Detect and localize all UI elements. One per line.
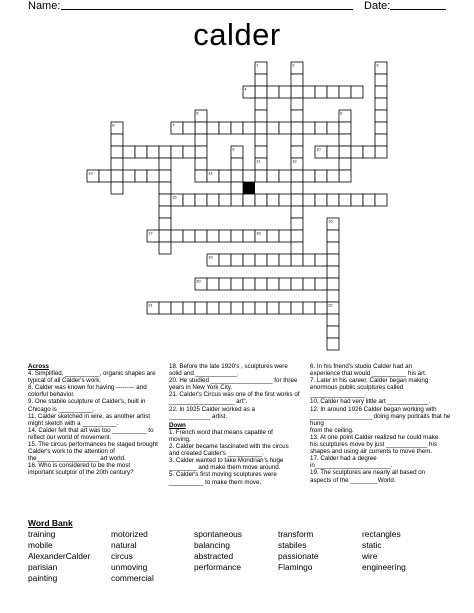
grid-cell[interactable] bbox=[159, 182, 171, 194]
clue-number: 4 bbox=[244, 86, 247, 92]
grid-cell[interactable] bbox=[219, 194, 231, 206]
clue-number: 16 bbox=[328, 218, 333, 224]
grid-cell[interactable] bbox=[255, 302, 267, 314]
grid-cell[interactable] bbox=[159, 206, 171, 218]
grid-cell[interactable] bbox=[111, 158, 123, 170]
word-bank-word: rectangles bbox=[362, 529, 401, 539]
clue-number: 13 bbox=[88, 170, 93, 176]
grid-cell[interactable] bbox=[303, 194, 315, 206]
grid-cell[interactable] bbox=[315, 254, 327, 266]
word-bank-word: wire bbox=[362, 550, 378, 561]
word-bank-word: training bbox=[28, 529, 56, 539]
grid-cell[interactable] bbox=[327, 338, 339, 350]
clue-line: solid and ____________. bbox=[169, 370, 239, 378]
clue-number: 1 bbox=[256, 62, 259, 68]
grid-cell[interactable] bbox=[375, 122, 387, 134]
clue-number: 2 bbox=[292, 62, 295, 68]
word-bank-word: balancing bbox=[194, 539, 230, 550]
grid-cell[interactable] bbox=[207, 122, 219, 134]
clue-line: reflect our world of movement. bbox=[28, 433, 112, 441]
grid-cell[interactable] bbox=[315, 122, 327, 134]
grid-cell[interactable] bbox=[327, 290, 339, 302]
grid-cell[interactable] bbox=[327, 326, 339, 338]
clue-number: 7 bbox=[172, 122, 175, 128]
grid-cell[interactable] bbox=[375, 110, 387, 122]
grid-cell[interactable] bbox=[159, 242, 171, 254]
grid-cell[interactable] bbox=[255, 86, 267, 98]
grid-cell[interactable] bbox=[219, 254, 231, 266]
grid-cell[interactable] bbox=[291, 134, 303, 146]
grid-cell[interactable] bbox=[171, 302, 183, 314]
clue-number: 8 bbox=[112, 122, 115, 128]
clue-number: 20 bbox=[196, 278, 201, 284]
grid-cell[interactable] bbox=[219, 230, 231, 242]
clue-line: 6. In his friend's studio Calder had an bbox=[310, 363, 412, 370]
clue-line: Chicago is __________. bbox=[28, 405, 95, 413]
grid-cell[interactable] bbox=[291, 254, 303, 266]
grid-cell[interactable] bbox=[327, 146, 339, 158]
grid-cell[interactable] bbox=[219, 170, 231, 182]
clue-line: from the ceiling. bbox=[310, 426, 354, 434]
clue-line: 7. Later in his career, Calder began making bbox=[310, 377, 429, 385]
grid-cell[interactable] bbox=[183, 302, 195, 314]
grid-cell[interactable] bbox=[327, 230, 339, 242]
clue-line: ________ and make them move around. bbox=[169, 464, 281, 472]
word-bank-word: performance bbox=[194, 561, 242, 572]
clue-line: 10. Calder had very little art ____________. bbox=[310, 398, 431, 406]
grid-cell[interactable] bbox=[255, 110, 267, 122]
clue-line: ____________ artist. bbox=[169, 412, 228, 420]
grid-cell[interactable] bbox=[183, 146, 195, 158]
clue-line: 20. He studied __________________ for three bbox=[169, 377, 298, 385]
word-bank-word: engineering bbox=[362, 561, 406, 572]
grid-cell[interactable] bbox=[375, 194, 387, 206]
grid-cell[interactable] bbox=[231, 194, 243, 206]
word-bank-word: AlexanderCalder bbox=[28, 550, 91, 561]
grid-cell[interactable] bbox=[183, 122, 195, 134]
clue-number: 18 bbox=[256, 230, 261, 236]
word-bank-word: natural bbox=[111, 539, 137, 550]
grid-cell[interactable] bbox=[243, 278, 255, 290]
clue-number: 10 bbox=[316, 146, 321, 152]
clue-line: 3. Calder wanted to take Mondrian's huge bbox=[169, 457, 284, 465]
grid-cell[interactable] bbox=[207, 194, 219, 206]
grid-cell[interactable] bbox=[147, 170, 159, 182]
grid-cell[interactable] bbox=[291, 146, 303, 158]
grid-cell[interactable] bbox=[255, 170, 267, 182]
grid-cell[interactable] bbox=[315, 194, 327, 206]
grid-cell[interactable] bbox=[279, 86, 291, 98]
grid-cell[interactable] bbox=[255, 134, 267, 146]
clue-line: 14. Calder felt that art was too __________ to bbox=[28, 426, 154, 434]
grid-cell[interactable] bbox=[123, 170, 135, 182]
grid-cell[interactable] bbox=[351, 146, 363, 158]
date-label: Date: bbox=[364, 0, 391, 12]
word-bank-word: passionate bbox=[278, 550, 319, 561]
clue-column-1 bbox=[28, 363, 166, 477]
grid-cell[interactable] bbox=[375, 146, 387, 158]
across-heading: Across bbox=[28, 363, 49, 370]
grid-cell[interactable] bbox=[195, 170, 207, 182]
grid-cell[interactable] bbox=[363, 194, 375, 206]
grid-cell[interactable] bbox=[171, 146, 183, 158]
grid-cell[interactable] bbox=[291, 302, 303, 314]
grid-cell[interactable] bbox=[159, 194, 171, 206]
grid-cell[interactable] bbox=[243, 302, 255, 314]
grid-cell[interactable] bbox=[195, 302, 207, 314]
grid-cell[interactable] bbox=[315, 278, 327, 290]
grid-cell[interactable] bbox=[339, 134, 351, 146]
clue-line: ________________. bbox=[310, 391, 367, 399]
grid-cell[interactable] bbox=[243, 170, 255, 182]
clue-line: and created Calder's __________. bbox=[169, 450, 264, 458]
grid-cell[interactable] bbox=[291, 278, 303, 290]
grid-cell[interactable] bbox=[291, 86, 303, 98]
grid-cell[interactable] bbox=[267, 302, 279, 314]
grid-cell[interactable] bbox=[291, 98, 303, 110]
grid-cell[interactable] bbox=[303, 254, 315, 266]
clue-line: 9. One stabile sculpture of Calder's, built in bbox=[28, 398, 146, 406]
word-bank-word: stabiles bbox=[278, 539, 307, 550]
grid-cell[interactable] bbox=[231, 230, 243, 242]
grid-cell[interactable] bbox=[231, 122, 243, 134]
word-bank-word: static bbox=[362, 539, 382, 550]
grid-cell[interactable] bbox=[291, 194, 303, 206]
grid-cell[interactable] bbox=[111, 146, 123, 158]
grid-cell[interactable] bbox=[147, 146, 159, 158]
grid-cell[interactable] bbox=[291, 206, 303, 218]
grid-cell[interactable] bbox=[303, 302, 315, 314]
grid-cell[interactable] bbox=[267, 86, 279, 98]
word-bank-column-5 bbox=[362, 529, 406, 573]
grid-cell[interactable] bbox=[303, 122, 315, 134]
grid-cell[interactable] bbox=[315, 170, 327, 182]
grid-cell[interactable] bbox=[267, 122, 279, 134]
grid-cell[interactable] bbox=[255, 146, 267, 158]
grid-cell[interactable] bbox=[279, 302, 291, 314]
grid-cell[interactable] bbox=[339, 122, 351, 134]
clue-line: 5. Calder's first moving sculptures were bbox=[169, 471, 277, 479]
clue-line: shapes and using air currents to move them. bbox=[310, 448, 433, 456]
clue-line: 13. At one point Calder realized he could make bbox=[310, 433, 439, 441]
clue-line: might sketch with a __________. bbox=[28, 419, 119, 427]
clue-line: Calder's work to the attention of bbox=[28, 448, 115, 456]
word-bank-column-4 bbox=[278, 529, 319, 573]
grid-cell[interactable] bbox=[291, 218, 303, 230]
grid-cell[interactable] bbox=[315, 86, 327, 98]
word-bank-word: spontaneous bbox=[194, 529, 242, 539]
name-label: Name: bbox=[28, 0, 61, 12]
clue-line: 18. Before the late 1920's , sculptures were bbox=[169, 363, 288, 370]
grid-cell[interactable] bbox=[267, 170, 279, 182]
grid-cell[interactable] bbox=[291, 74, 303, 86]
grid-cell[interactable] bbox=[303, 278, 315, 290]
grid-cell[interactable] bbox=[159, 170, 171, 182]
grid-cell[interactable] bbox=[279, 278, 291, 290]
clue-number: 21 bbox=[148, 302, 153, 308]
clue-number: 9 bbox=[232, 146, 235, 152]
grid-cell[interactable] bbox=[183, 230, 195, 242]
grid-cell[interactable] bbox=[291, 122, 303, 134]
clue-line: 17. Calder had a degree bbox=[310, 455, 377, 463]
grid-cell[interactable] bbox=[111, 182, 123, 194]
clue-number: 22 bbox=[328, 302, 333, 308]
grid-cell[interactable] bbox=[327, 314, 339, 326]
grid-cell[interactable] bbox=[339, 194, 351, 206]
grid-cell[interactable] bbox=[327, 278, 339, 290]
down-heading: Down bbox=[169, 421, 186, 429]
grid-cell[interactable] bbox=[327, 194, 339, 206]
grid-cell[interactable] bbox=[351, 194, 363, 206]
word-bank-word: painting bbox=[28, 572, 58, 583]
grid-cell[interactable] bbox=[219, 122, 231, 134]
grid-cell[interactable] bbox=[255, 74, 267, 86]
clue-line: enormous public sculptures called bbox=[310, 384, 404, 392]
grid-cell[interactable] bbox=[159, 146, 171, 158]
clue-line: 16. Who is considered to be the most bbox=[28, 462, 131, 470]
grid-cell[interactable] bbox=[243, 254, 255, 266]
clue-line: 2. Calder became fascinated with the circus bbox=[169, 443, 289, 451]
clue-number: 17 bbox=[148, 230, 153, 236]
clue-line: 11. Calder sketched in wire, as another artist bbox=[28, 412, 150, 420]
grid-cell[interactable] bbox=[327, 170, 339, 182]
word-bank-column-2 bbox=[111, 529, 154, 584]
clue-line: 21. Calder's Circus was one of the first works of bbox=[169, 391, 300, 399]
grid-cell[interactable] bbox=[195, 122, 207, 134]
grid-cell[interactable] bbox=[183, 194, 195, 206]
clue-line: years in New York City. bbox=[169, 384, 233, 392]
grid-cell[interactable] bbox=[291, 242, 303, 254]
grid-cell[interactable] bbox=[243, 230, 255, 242]
grid-cell[interactable] bbox=[255, 122, 267, 134]
grid-cell[interactable] bbox=[171, 230, 183, 242]
grid-cell[interactable] bbox=[135, 146, 147, 158]
grid-cell[interactable] bbox=[291, 110, 303, 122]
grid-cell[interactable] bbox=[159, 218, 171, 230]
grid-cell[interactable] bbox=[231, 182, 243, 194]
clue-line: in______________________. bbox=[310, 462, 393, 470]
clue-number: 5 bbox=[196, 110, 199, 116]
clue-number: 3 bbox=[376, 62, 379, 68]
grid-cell[interactable] bbox=[267, 194, 279, 206]
grid-cell[interactable] bbox=[339, 158, 351, 170]
grid-cell[interactable] bbox=[339, 170, 351, 182]
grid-cell[interactable] bbox=[231, 158, 243, 170]
grid-cell[interactable] bbox=[375, 98, 387, 110]
clue-number: 6 bbox=[340, 110, 343, 116]
grid-cell[interactable] bbox=[315, 302, 327, 314]
grid-cell[interactable] bbox=[231, 278, 243, 290]
clue-column-2 bbox=[169, 363, 307, 486]
grid-cell[interactable] bbox=[291, 230, 303, 242]
grid-cell[interactable] bbox=[351, 86, 363, 98]
word-bank-word: mobile bbox=[28, 539, 53, 550]
grid-cell[interactable] bbox=[255, 98, 267, 110]
clue-line: 19. The sculptures are nearly all based on bbox=[310, 469, 426, 477]
clue-line: 4. Simplified, __________, organic shapes are bbox=[28, 370, 156, 378]
word-bank-column-1 bbox=[28, 529, 90, 584]
grid-cell[interactable] bbox=[219, 302, 231, 314]
clue-line: his sculptures move by just ____________ his bbox=[310, 441, 437, 449]
grid-cell[interactable] bbox=[267, 278, 279, 290]
grid-cell[interactable] bbox=[195, 194, 207, 206]
grid-cell[interactable] bbox=[123, 146, 135, 158]
clue-line: 15. The circus performances he staged brought bbox=[28, 441, 158, 449]
word-bank-column-3 bbox=[194, 529, 242, 573]
word-bank-word: parisian bbox=[28, 561, 58, 572]
grid-cell[interactable] bbox=[375, 74, 387, 86]
grid-cell[interactable] bbox=[255, 254, 267, 266]
grid-cell[interactable] bbox=[195, 230, 207, 242]
grid-cell[interactable] bbox=[291, 182, 303, 194]
grid-cell[interactable] bbox=[339, 86, 351, 98]
word-bank-word: Flamingo bbox=[278, 561, 313, 572]
grid-cell[interactable] bbox=[327, 242, 339, 254]
grid-cell[interactable] bbox=[111, 170, 123, 182]
word-bank-word: transform bbox=[278, 529, 314, 539]
grid-cell[interactable] bbox=[159, 158, 171, 170]
clue-line: important sculptor of the 20th century? bbox=[28, 469, 134, 477]
clue-number: 12 bbox=[292, 158, 297, 164]
grid-cell[interactable] bbox=[195, 146, 207, 158]
clue-number: 19 bbox=[208, 254, 213, 260]
clue-line: ___________________ art". bbox=[169, 398, 248, 406]
grid-cell[interactable] bbox=[219, 278, 231, 290]
clue-line: 8. Calder was known for having --------- and bbox=[28, 384, 147, 392]
grid-cell[interactable] bbox=[279, 122, 291, 134]
word-bank-word: commercial bbox=[111, 572, 154, 583]
puzzle-title: calder bbox=[193, 17, 281, 52]
clue-line: aspects of the ________World. bbox=[310, 476, 396, 484]
grid-cell[interactable] bbox=[279, 170, 291, 182]
clue-line: typical of all Calder's work. bbox=[28, 377, 102, 385]
grid-cell[interactable] bbox=[243, 194, 255, 206]
clue-line: 1. French word that means capable of bbox=[169, 428, 273, 436]
grid-cell[interactable] bbox=[291, 170, 303, 182]
grid-cell[interactable] bbox=[279, 230, 291, 242]
clue-line: __________________ doing many portraits that he hung bbox=[310, 412, 451, 427]
grid-cell[interactable] bbox=[267, 254, 279, 266]
grid-cell[interactable] bbox=[207, 230, 219, 242]
clue-line: colorful behavior. bbox=[28, 391, 75, 399]
clue-line: __________ to make them move. bbox=[169, 478, 262, 486]
grid-cell[interactable] bbox=[231, 254, 243, 266]
grid-cell[interactable] bbox=[255, 278, 267, 290]
grid-cell[interactable] bbox=[159, 302, 171, 314]
grid-cell[interactable] bbox=[231, 302, 243, 314]
grid-cell[interactable] bbox=[303, 170, 315, 182]
grid-cell[interactable] bbox=[255, 194, 267, 206]
grid-cell[interactable] bbox=[243, 122, 255, 134]
grid-cell[interactable] bbox=[279, 194, 291, 206]
grid-cell[interactable] bbox=[267, 230, 279, 242]
grid-cell[interactable] bbox=[339, 146, 351, 158]
grid-cell[interactable] bbox=[207, 302, 219, 314]
clue-line: the__________________ art world. bbox=[28, 455, 126, 463]
grid-cell[interactable] bbox=[327, 254, 339, 266]
clue-number: 11 bbox=[256, 158, 261, 164]
grid-cell[interactable] bbox=[135, 170, 147, 182]
grid-cell[interactable] bbox=[327, 266, 339, 278]
word-bank-word: abstracted bbox=[194, 550, 234, 561]
word-bank-word: unmoving bbox=[111, 561, 148, 572]
grid-cell[interactable] bbox=[375, 86, 387, 98]
grid-cell[interactable] bbox=[327, 86, 339, 98]
grid-cell[interactable] bbox=[303, 86, 315, 98]
grid-cell[interactable] bbox=[195, 134, 207, 146]
word-bank-title: Word Bank bbox=[28, 518, 73, 528]
grid-cell[interactable] bbox=[159, 230, 171, 242]
clue-number: 15 bbox=[172, 194, 177, 200]
grid-cell[interactable] bbox=[327, 122, 339, 134]
grid-cell[interactable] bbox=[231, 170, 243, 182]
grid-cell[interactable] bbox=[111, 134, 123, 146]
clue-line: 12. In around 1926 Calder began working with bbox=[310, 405, 437, 413]
grid-cell[interactable] bbox=[195, 158, 207, 170]
word-bank-word: motorized bbox=[111, 529, 148, 539]
clue-line: 22. In 1925 Calder worked as a bbox=[169, 405, 255, 413]
grid-cell[interactable] bbox=[363, 146, 375, 158]
clue-line: moving. bbox=[169, 435, 191, 443]
black-square bbox=[243, 182, 255, 194]
grid-cell[interactable] bbox=[375, 134, 387, 146]
clue-line: experience that would __________ his art. bbox=[310, 370, 427, 378]
grid-cell[interactable] bbox=[99, 170, 111, 182]
word-bank-word: circus bbox=[111, 550, 133, 561]
grid-cell[interactable] bbox=[279, 254, 291, 266]
grid-cell[interactable] bbox=[207, 278, 219, 290]
clue-column-3 bbox=[310, 363, 460, 484]
clue-number: 14 bbox=[208, 170, 213, 176]
